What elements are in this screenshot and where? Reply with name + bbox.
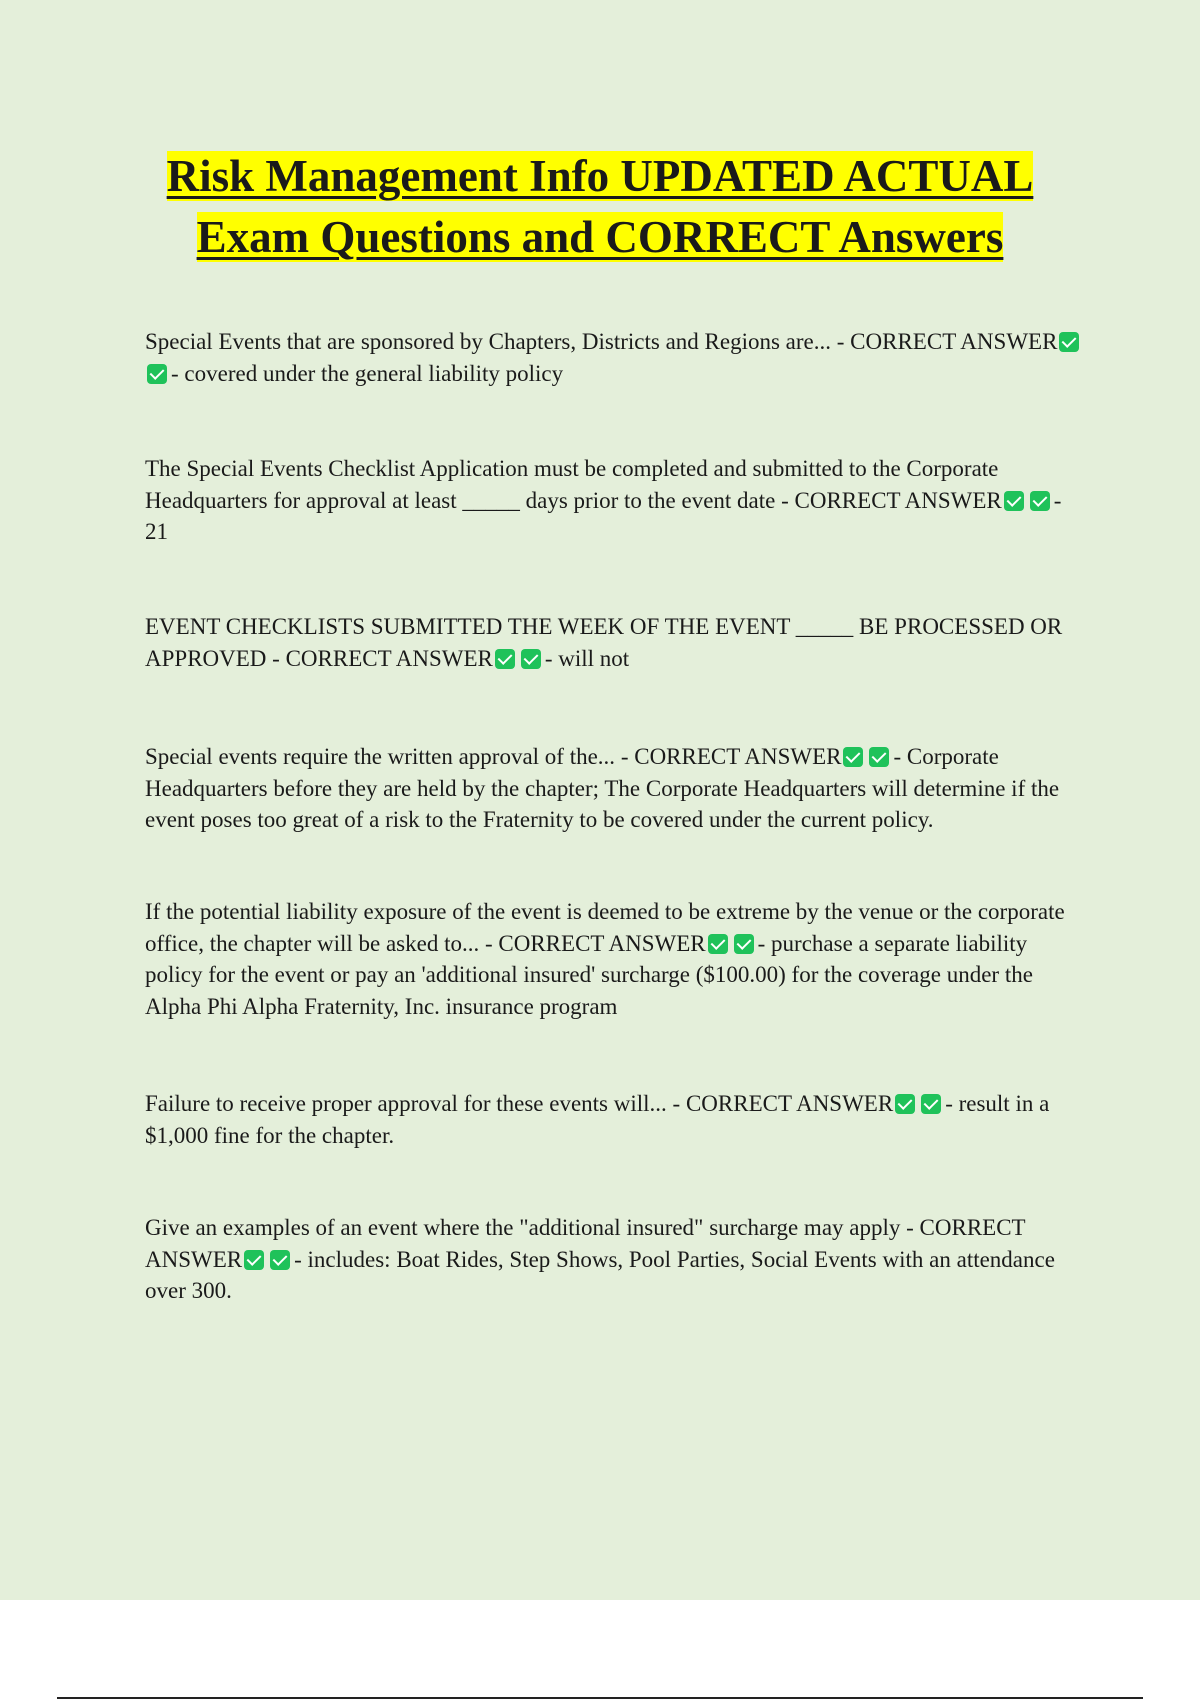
checkmark-icon <box>1059 332 1079 352</box>
checkmark-icon <box>1004 491 1024 511</box>
answer-text: - 21 <box>145 487 1062 544</box>
checkmark-icon <box>495 649 515 669</box>
answer-label: - CORRECT ANSWER <box>145 1215 1026 1272</box>
checkmark-icon <box>521 649 541 669</box>
document-title <box>0 146 1200 268</box>
checkmark-icon <box>921 1094 941 1114</box>
answer-text: - includes: Boat Rides, Step Shows, Pool Parties, Social Events with an attendance over 300. <box>145 1246 1055 1303</box>
checkmark-icon <box>843 747 863 767</box>
qa-item-2 <box>145 453 1085 548</box>
qa-item-5 <box>145 896 1085 1022</box>
checkmark-icon <box>270 1250 290 1270</box>
answer-label: - CORRECT ANSWER <box>781 487 1002 513</box>
qa-item-4 <box>145 741 1085 836</box>
checkmark-icon <box>869 747 889 767</box>
checkmark-icon <box>708 934 728 954</box>
question-text: The Special Events Checklist Application must be completed and submitted to the Corporate Headquarters for approval at least _____ days prior to the event date <box>145 456 999 513</box>
checkmark-icon <box>895 1094 915 1114</box>
answer-text: - purchase a separate liability policy for the event or pay an 'additional insured' surcharge ($100.00) for the coverage under the Alpha Phi Alpha Fraternity, Inc. insurance program <box>145 930 1033 1019</box>
question-text: Give an examples of an event where the "additional insured" surcharge may apply <box>145 1215 901 1240</box>
answer-label: - CORRECT ANSWER <box>272 645 493 671</box>
question-text: Special Events that are sponsored by Chapters, Districts and Regions are... <box>145 329 832 354</box>
footer-divider <box>57 1697 1143 1699</box>
answer-label: - CORRECT ANSWER <box>620 744 842 769</box>
title-line-1: Risk Management Info UPDATED ACTUAL <box>166 151 1034 201</box>
answer-text: - Corporate Headquarters before they are held by the chapter; The Corporate Headquarters will determine if the event poses too great of a risk to the Fraternity to be covered under the current policy. <box>145 744 1060 832</box>
answer-text: - will not <box>544 645 630 671</box>
checkmark-icon <box>734 934 754 954</box>
question-text: Special events require the written approval of the... <box>145 744 616 769</box>
answer-label: - CORRECT ANSWER <box>836 329 1058 354</box>
question-text: If the potential liability exposure of the event is deemed to be extreme by the venue or the corporate office, the chapter will be asked to... <box>145 899 1065 956</box>
answer-label: - CORRECT ANSWER <box>672 1091 894 1116</box>
qa-item-7 <box>145 1212 1085 1307</box>
title-line-2: Exam Questions and CORRECT Answers <box>196 212 1004 262</box>
question-text: Failure to receive proper approval for these events will... <box>145 1091 667 1116</box>
qa-item-3 <box>145 611 1085 674</box>
checkmark-icon <box>147 364 167 384</box>
answer-text: - covered under the general liability policy <box>171 360 564 386</box>
answer-label: - CORRECT ANSWER <box>484 930 706 956</box>
checkmark-icon <box>1030 491 1050 511</box>
answer-text: - result in a $1,000 fine for the chapter. <box>145 1091 1050 1148</box>
qa-item-1 <box>145 326 1085 389</box>
qa-item-6 <box>145 1088 1085 1151</box>
question-text: EVENT CHECKLISTS SUBMITTED THE WEEK OF THE EVENT _____ BE PROCESSED OR APPROVED <box>145 614 1063 671</box>
checkmark-icon <box>244 1250 264 1270</box>
